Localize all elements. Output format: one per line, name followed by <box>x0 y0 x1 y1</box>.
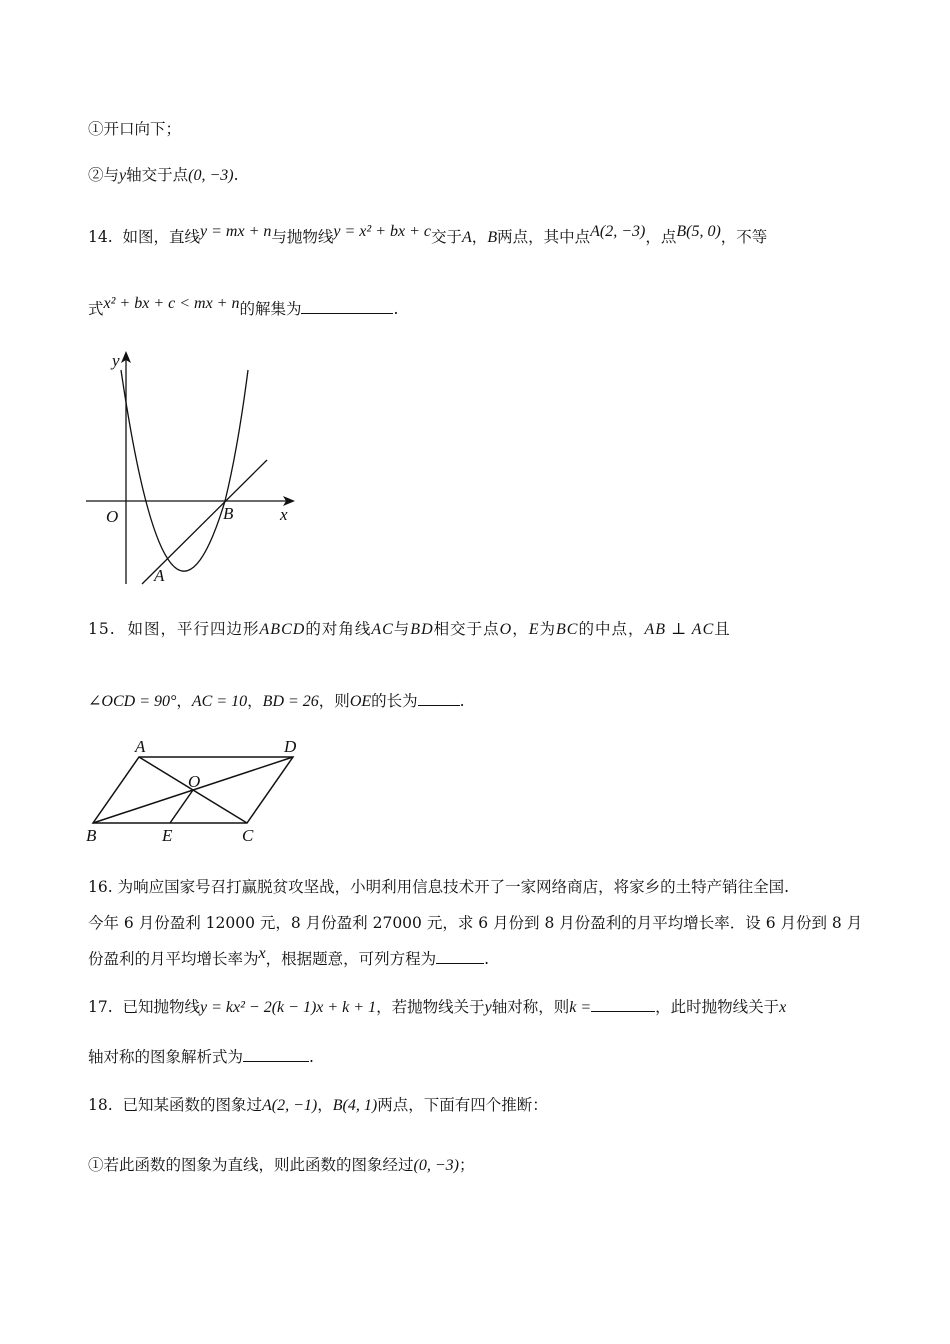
segment-oe <box>170 790 193 823</box>
point-a-label: A <box>154 566 165 585</box>
label-b: B <box>86 826 97 845</box>
label-d: D <box>284 737 297 756</box>
q15-line1: 15. 如图，平行四边形ABCD的对角线AC与BD相交于点O，E为BC的中点，AB ⊥ AC且 <box>88 620 731 638</box>
condition-1: ①开口向下； <box>88 120 182 138</box>
answer-blank[interactable] <box>301 299 393 314</box>
answer-blank-k[interactable] <box>591 997 655 1012</box>
q16-line2: 今年 6 月份盈利 12000 元，8 月份盈利 27000 元，求 6 月份到 8 月份盈利的月平均增长率．设 6 月份到 8 月 <box>88 914 863 932</box>
q14-figure <box>80 348 310 593</box>
x-label: x <box>280 505 288 524</box>
q17-line1: 17. 已知抛物线y = kx² − 2(k − 1)x + k + 1，若抛物线关于y轴对称，则k = ，此时抛物线关于x <box>88 998 787 1016</box>
y-label: y <box>112 351 120 370</box>
q18-item1: ①若此函数的图象为直线，则此函数的图象经过(0, −3)； <box>88 1156 475 1174</box>
q14-number: 14. <box>88 228 113 246</box>
q15-number: 15. <box>88 620 116 638</box>
q18-number: 18. <box>88 1096 113 1114</box>
q17-number: 17. <box>88 998 113 1016</box>
answer-blank[interactable] <box>436 949 484 964</box>
q18-line1: 18. 已知某函数的图象过A(2, −1)，B(4, 1)两点，下面有四个推断： <box>88 1096 548 1114</box>
q16-line1: 16. 为响应国家号召打赢脱贫攻坚战，小明利用信息技术开了一家网络商店，将家乡的土特产销往全国. <box>88 878 790 896</box>
label-e: E <box>162 826 173 845</box>
label-c: C <box>242 826 254 845</box>
q16-line3: 份盈利的月平均增长率为x，根据题意，可列方程为 . <box>88 945 490 968</box>
point-b-label: B <box>223 504 234 523</box>
q17-line2: 轴对称的图象解析式为 . <box>88 1048 314 1066</box>
answer-blank-expression[interactable] <box>243 1047 309 1062</box>
q15-line2: ∠OCD = 90°，AC = 10，BD = 26，则OE的长为 . <box>88 692 465 710</box>
label-a: A <box>135 737 146 756</box>
condition-2: ②与y轴交于点(0, −3). <box>88 166 239 184</box>
q14-line1: 14. 如图，直线y = mx + n与抛物线y = x² + bx + c交于A，B两点，其中点A(2, −3)，点B(5, 0)，不等 <box>88 223 768 246</box>
q14-line2: 式x² + bx + c < mx + n的解集为 . <box>88 295 399 318</box>
label-o: O <box>188 772 201 791</box>
origin-label: O <box>106 507 119 526</box>
answer-blank[interactable] <box>418 691 460 706</box>
q15-figure <box>80 734 310 846</box>
